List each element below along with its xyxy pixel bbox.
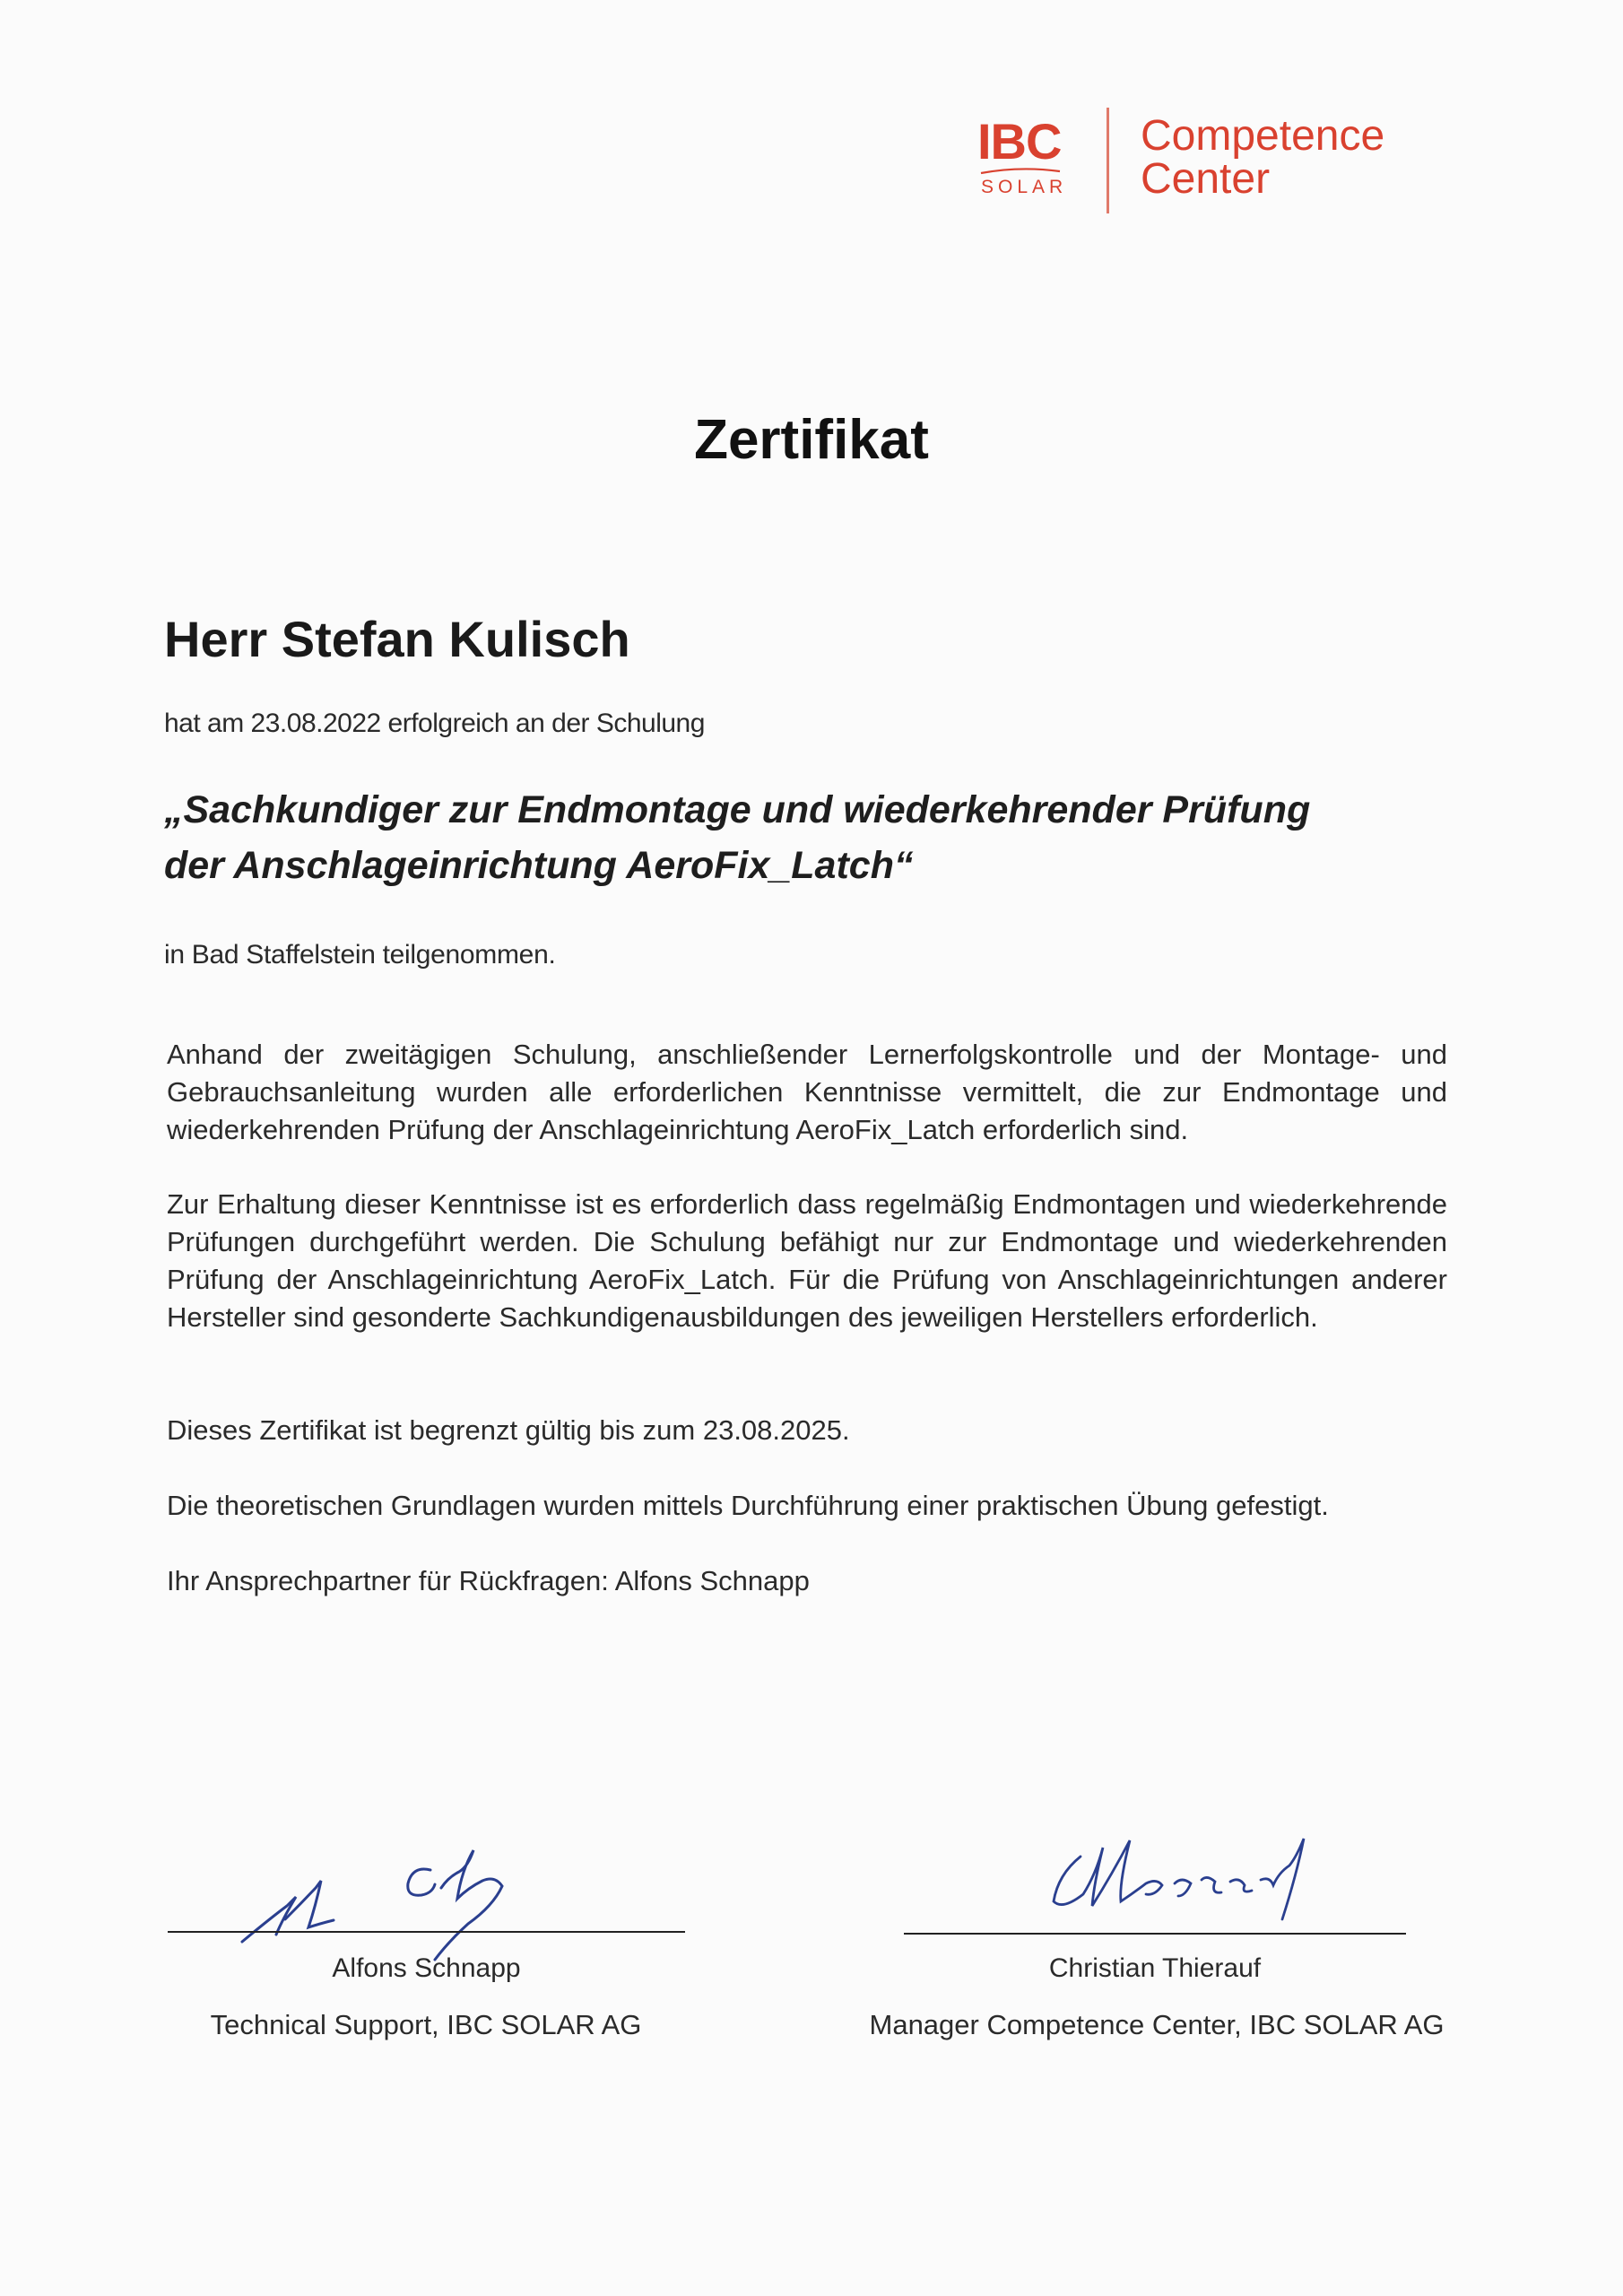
signature-left bbox=[233, 1834, 592, 1969]
course-title-line1: „Sachkundiger zur Endmontage und wiederkehrender Prüfung bbox=[164, 788, 1311, 831]
paragraph-training: Anhand der zweitägigen Schulung, anschließender Lernerfolgskontrolle und der Montage- und Gebrauchsanleitung wurden alle erforderlichen Kenntnisse vermittelt, die zur Endmontage und wiederkehrenden Prüfung der Anschlageinrichtung AeroFix_Latch erforderlich sind. bbox=[167, 1039, 1447, 1145]
signatory-role-right: Manager Competence Center, IBC SOLAR AG bbox=[869, 2009, 1445, 2040]
intro-text: hat am 23.08.2022 erfolgreich an der Schulung bbox=[164, 709, 705, 738]
signatory-role-left: Technical Support, IBC SOLAR AG bbox=[210, 2009, 642, 2040]
paragraph-maintenance: Zur Erhaltung dieser Kenntnisse ist es erforderlich dass regelmäßig Endmontagen und wiederkehrende Prüfungen durchgeführt werden. Die Schulung befähigt nur zur Endmontage und wiederkehrenden Prüfung der Anschlageinrichtung AeroFix_Latch. Für die Prüfung von Anschlageinrichtungen anderer Hersteller sind gesonderte Sachkundigenausbildungen des jeweiligen Herstellers erforderlich. bbox=[167, 1188, 1447, 1333]
course-title-line2: der Anschlageinrichtung AeroFix_Latch“ bbox=[164, 844, 914, 887]
signature-line-left bbox=[168, 1931, 685, 1933]
location-text: in Bad Staffelstein teilgenommen. bbox=[164, 940, 556, 970]
logo-divider bbox=[1107, 108, 1109, 213]
certificate-title: Zertifikat bbox=[694, 409, 929, 471]
course-title bbox=[164, 782, 1464, 893]
paragraph-validity: Dieses Zertifikat ist begrenzt gültig bis zum 23.08.2025. bbox=[167, 1414, 850, 1446]
logo-brand-sub: SOLAR bbox=[981, 177, 1068, 197]
paragraph-practical: Die theoretischen Grundlagen wurden mittels Durchführung einer praktischen Übung gefestigt. bbox=[167, 1490, 1329, 1521]
signatory-name-left: Alfons Schnapp bbox=[332, 1953, 521, 1983]
logo-center-line1: Competence bbox=[1141, 112, 1385, 160]
logo-center-text bbox=[1141, 112, 1385, 203]
recipient-name: Herr Stefan Kulisch bbox=[164, 611, 630, 667]
signatory-name-right: Christian Thierauf bbox=[1048, 1953, 1262, 1983]
logo-swoosh-icon bbox=[979, 167, 1062, 176]
paragraph-contact: Ihr Ansprechpartner für Rückfragen: Alfons Schnapp bbox=[167, 1565, 810, 1596]
logo-center-line2: Center bbox=[1141, 155, 1271, 203]
signature-right bbox=[1031, 1821, 1327, 1928]
logo-brand: IBC bbox=[977, 113, 1062, 170]
signature-line-right bbox=[904, 1933, 1406, 1935]
ibc-competence-center-logo bbox=[977, 108, 1480, 215]
